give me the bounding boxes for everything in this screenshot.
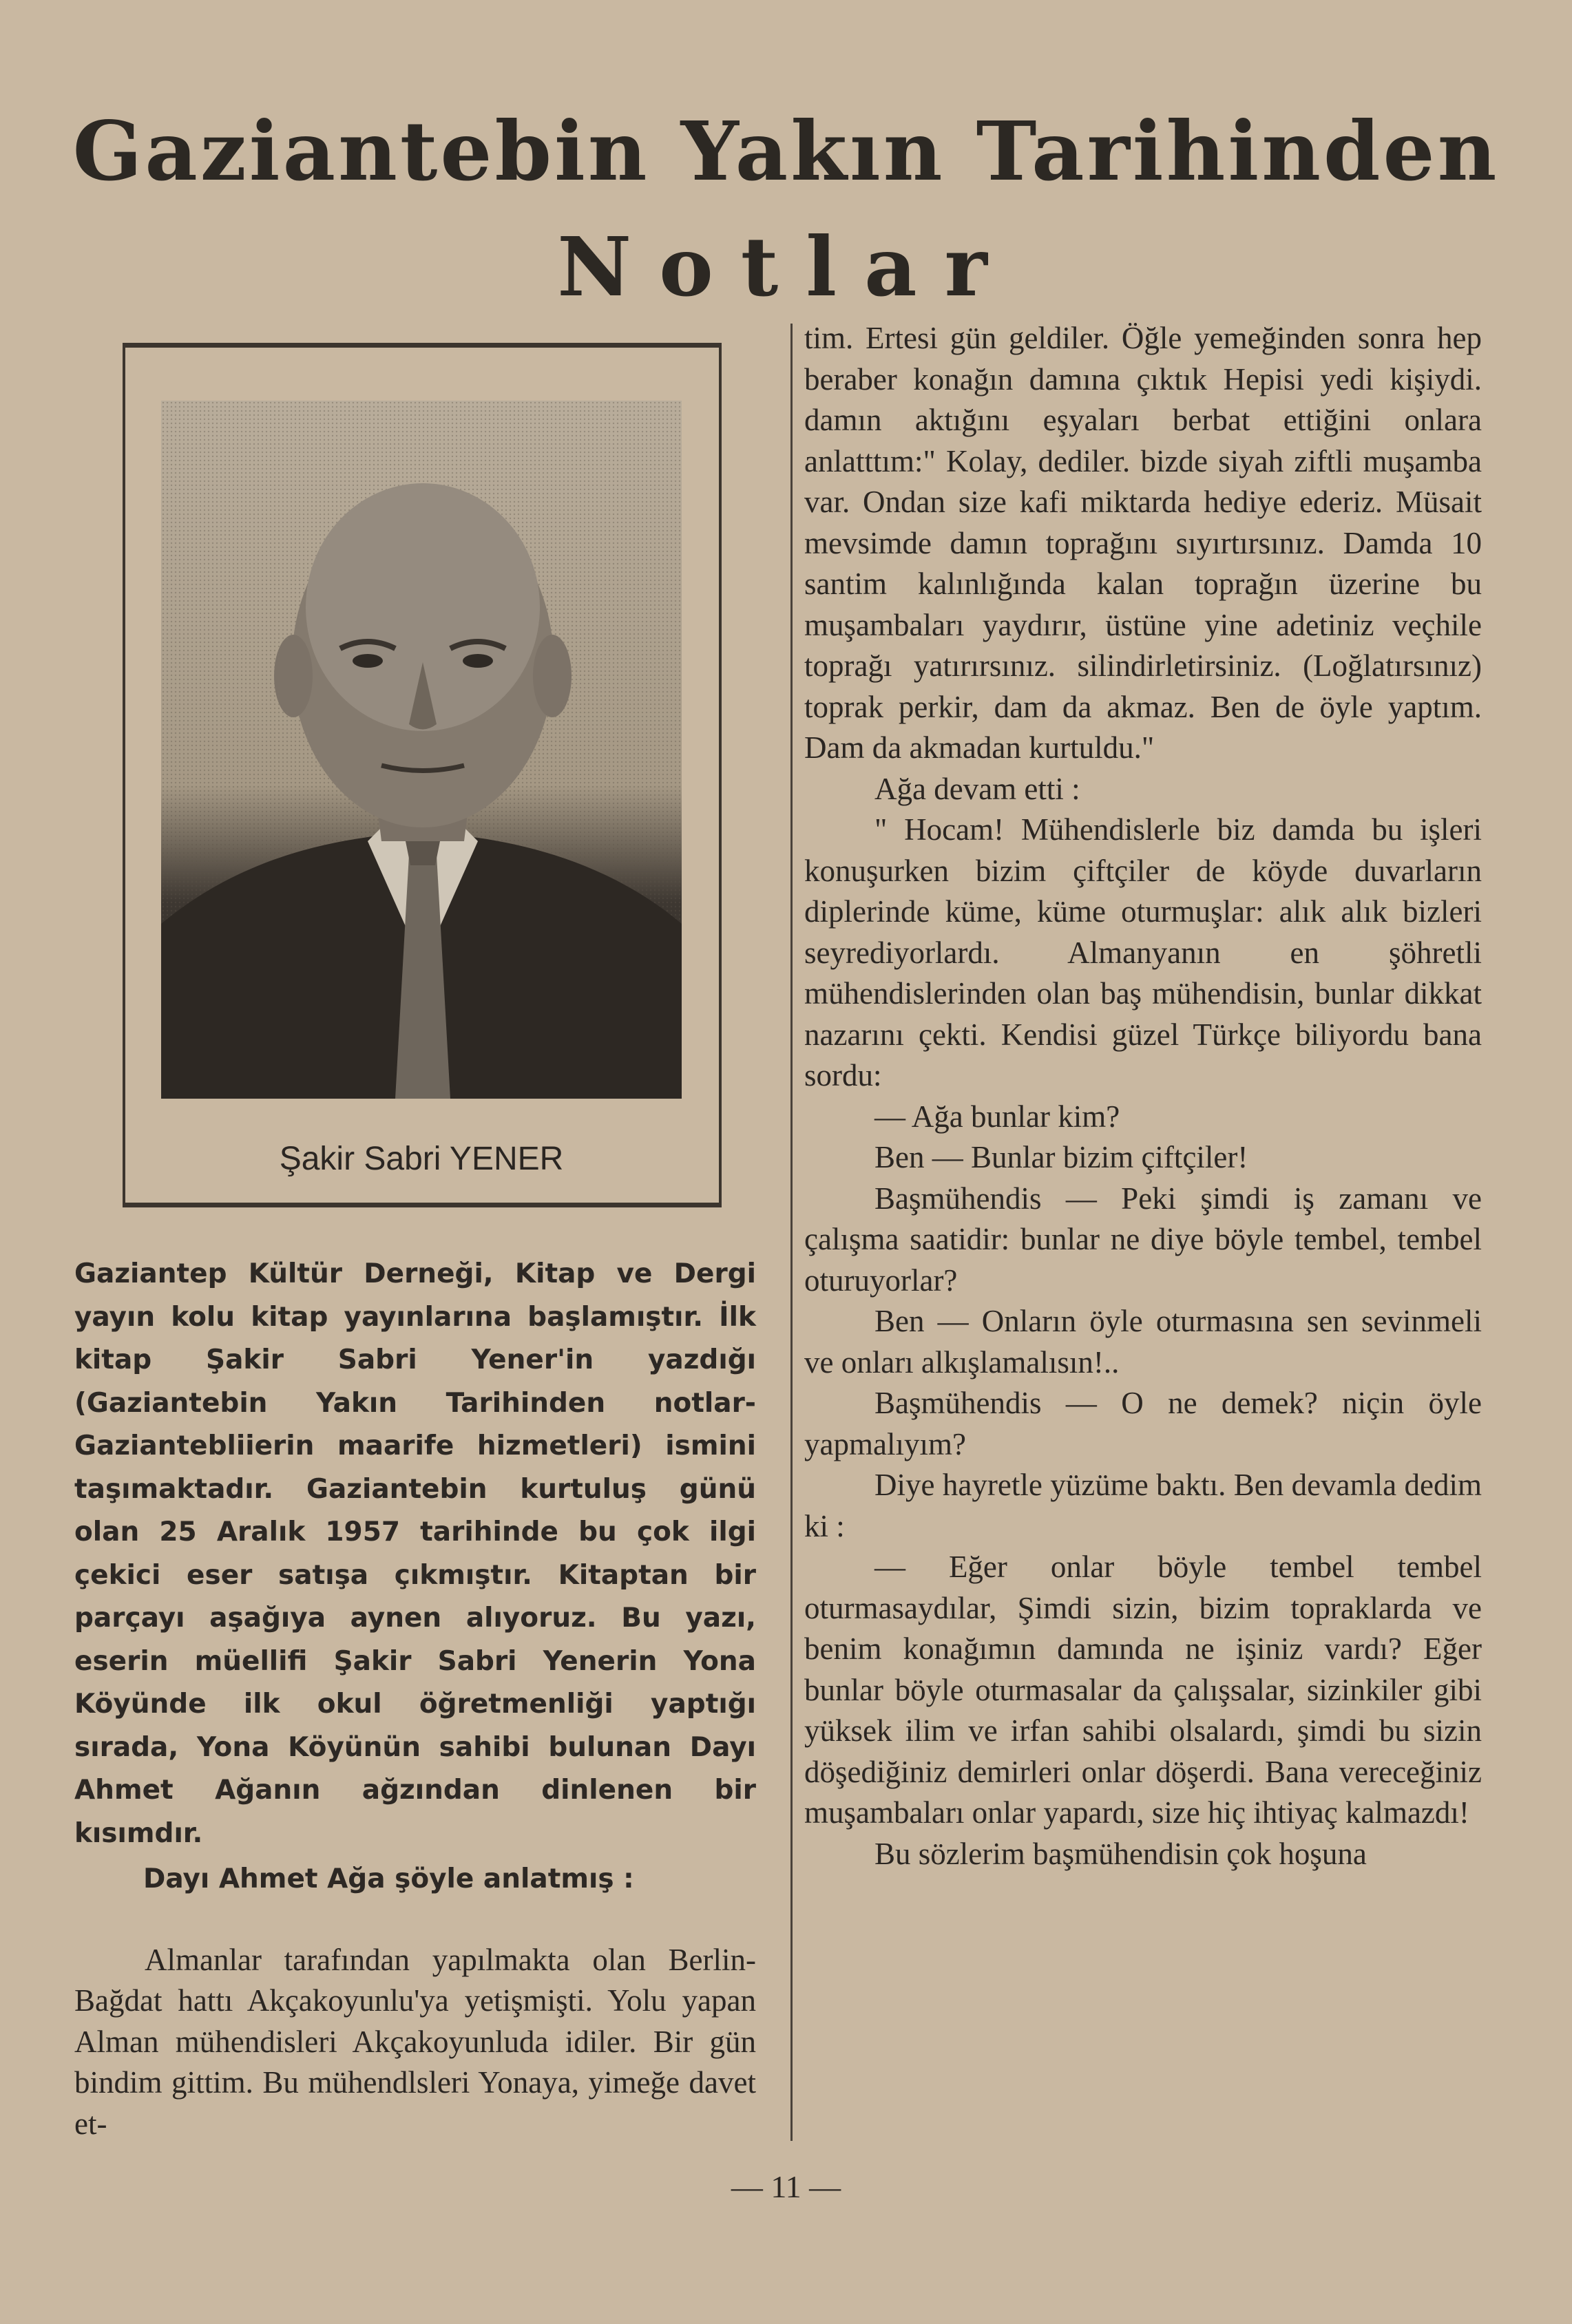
photo-caption: Şakir Sabri YENER [279, 1141, 564, 1177]
page-title: Gaziantebin Yakın Tarihinden [72, 103, 1500, 199]
body-paragraph: — Eğer onlar böyle tembel tembel oturmasaydılar, Şimdi sizin, bizim topraklarda ve benim konağımın damında ne işiniz vardı? Eğer bunlar böyle oturmasalar da çalışsalar, sizinkiler gibi yüksek ilim ve irfan sahibi olsalardı, şimdi bu sizin döşediğiniz demirleri onlar döşerdi. Bana vereceğiniz muşambaları onlar yapardı, size hiç ihtiyaç kalmazdı! [804, 1550, 1482, 1830]
body-paragraph: Başmühendis — Peki şimdi iş zamanı ve çalışma saatidir: bunlar ne diye böyle tembel, tembel oturuyorlar? [804, 1181, 1482, 1298]
body-paragraph: Ben — Onların öyle oturmasına sen sevinmeli ve onları alkışlamalısın!.. [804, 1304, 1482, 1380]
body-paragraph: Diye hayretle yüzüme baktı. Ben devamla dedim ki : [804, 1468, 1482, 1543]
portrait-illustration [161, 401, 682, 1099]
body-paragraph: tim. Ertesi gün geldiler. Öğle yemeğinden sonra hep beraber konağın damına çıktık Hepisi yedi kişiydi. damın aktığını eşyaları berbat ettiğini onlara anlatttım:" Kolay, dediler. bizde siyah ziftli muşamba var. Ondan size kafi miktarda hediye ederiz. Müsait mevsimde damın toprağını sıyırtırsınız. Damda 10 santim kalınlığında kalan toprağın üzerine bu muşambaları yaydırır, üstüne yine adetiniz veçhile toprağı yatırırsınız. silindirletirsiniz. (Loğlatırsınız) toprak perkir, dam da akmaz. Ben de öyle yaptım. Dam da akmadan kurtuldu." [804, 321, 1482, 765]
left-body-text [74, 1940, 756, 2145]
column-divider [790, 324, 793, 2141]
body-paragraph: — Ağa bunlar kim? [874, 1099, 1120, 1134]
page-subtitle: Notlar [557, 219, 1015, 315]
announcement [74, 1253, 756, 1901]
body-paragraph: Başmühendis — O ne demek? niçin öyle yapmalıyım? [804, 1386, 1482, 1461]
page-number: — 11 — [731, 2169, 841, 2204]
announcement-paragraph: Gaziantep Kültür Derneği, Kitap ve Dergi yayın kolu kitap yayınlarına başlamıştır. İlk kitap Şakir Sabri Yener'in yazdığı (Gaziantebin Yakın Tarihinden notlar-Gaziantebliierin maarife hizmetleri) ismini taşımaktadır. Gaziantebin kurtuluş günü olan 25 Aralık 1957 tarihinde bu çok ilgi çekici eser satışa çıkmıştır. Kitaptan bir parçayı aşağıya aynen alıyoruz. Bu yazı, eserin müellifi Şakir Sabri Yenerin Yona Köyünde ilk okul öğretmenliği yaptığı sırada, Yona Köyünün sahibi bulunan Dayı Ahmet Ağanın ağzından dinlenen bir kısımdır. [74, 1258, 756, 1849]
portrait-photo [161, 401, 682, 1099]
left-column [74, 1253, 756, 2144]
right-column [804, 318, 1482, 1874]
body-paragraph: Almanlar tarafından yapılmakta olan Berlin-Bağdat hattı Akçakoyunlu'ya yetişmişti. Yolu yapan Alman mühendisleri Akçakoyunluda idiler. Bir gün bindim gittim. Bu mühendlsleri Yonaya, yimeğe davet et- [74, 1942, 756, 2141]
body-paragraph: Ben — Bunlar bizim çiftçiler! [874, 1140, 1248, 1174]
body-paragraph: Bu sözlerim başmühendisin çok hoşuna [874, 1836, 1367, 1871]
body-paragraph: " Hocam! Mühendislerle biz damda bu işleri konuşurken bizim çiftçiler de köyde duvarların diplerinde küme, küme oturmuşlar: alık alık bizleri seyrediyorlardı. Almanyanın en şöhretli mühendislerinden olan baş mühendisin, bunlar dikkat nazarını çekti. Kendisi güzel Türkçe biliyordu bana sordu: [804, 812, 1482, 1092]
announcement-intro: Dayı Ahmet Ağa şöyle anlatmış : [143, 1863, 634, 1894]
body-paragraph: Ağa devam etti : [874, 771, 1080, 806]
